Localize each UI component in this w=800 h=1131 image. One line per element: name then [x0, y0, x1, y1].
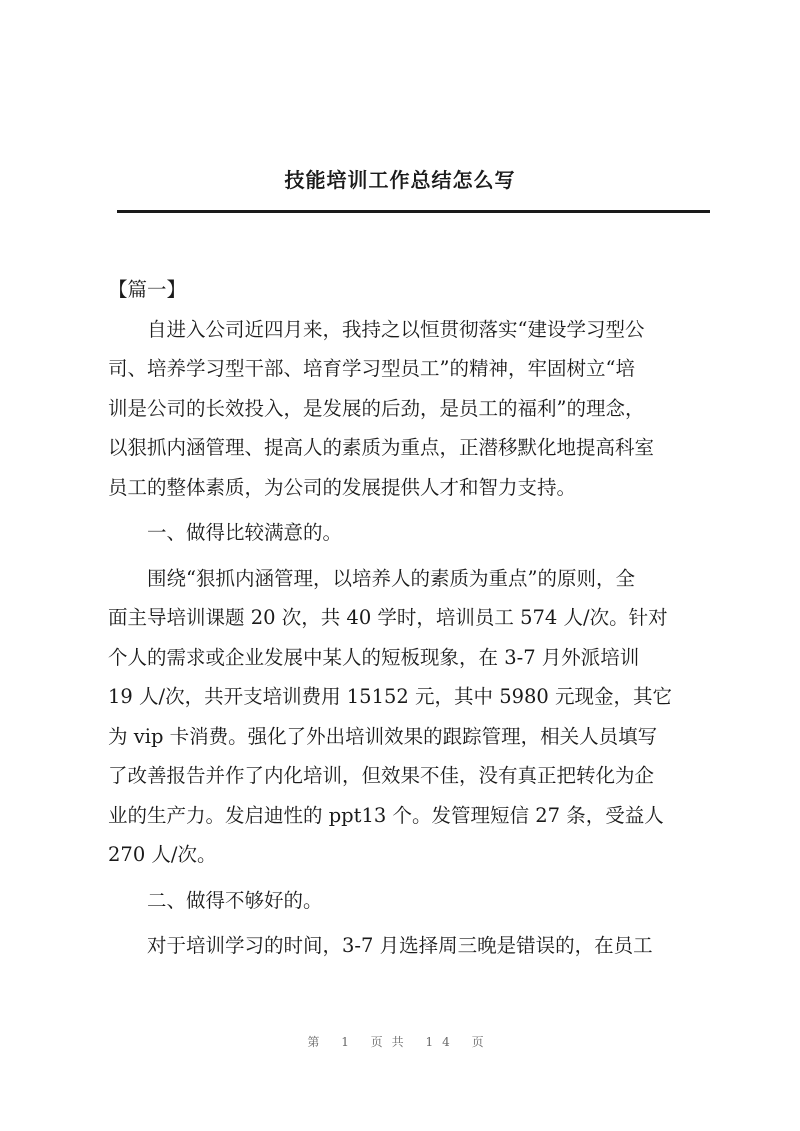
paragraph-line: 面主导培训课题 20 次，共 40 学时，培训员工 574 人/次。针对	[108, 606, 668, 629]
paragraph-line: 员工的整体素质，为公司的发展提供人才和智力支持。	[108, 475, 577, 499]
paragraph-line: 业的生产力。发启迪性的 ppt13 个。发管理短信 27 条，受益人	[108, 803, 664, 827]
document-title: 技能培训工作总结怎么写	[284, 168, 516, 192]
paragraph-line: 以狠抓内涵管理、提高人的素质为重点，正潜移默化地提高科室	[108, 436, 655, 459]
paragraph-line: 了改善报告并作了内化培训，但效果不佳，没有真正把转化为企	[108, 764, 655, 787]
paragraph-line: 训是公司的长效投入，是发展的后劲，是员工的福利”的理念，	[108, 396, 645, 420]
title-underline	[117, 210, 710, 213]
subheading: 一、做得比较满意的。	[108, 521, 343, 544]
subheading: 二、做得不够好的。	[108, 888, 323, 912]
document-body	[108, 270, 708, 966]
paragraph-line: 19 人/次，共开支培训费用 15152 元，其中 5980 元现金，其它	[108, 685, 673, 708]
paragraph-line: 自进入公司近四月来，我持之以恒贯彻落实“建设学习型公	[108, 317, 645, 341]
section-heading: 【篇一】	[108, 278, 187, 301]
paragraph-line: 270 人/次。	[108, 843, 217, 866]
paragraph-line: 为 vip 卡消费。强化了外出培训效果的跟踪管理，相关人员填写	[108, 724, 658, 748]
page-number-footer: 第 1 页共 14 页	[307, 1035, 493, 1049]
paragraph-line: 对于培训学习的时间，3-7 月选择周三晚是错误的，在员工	[108, 934, 653, 957]
paragraph-line: 个人的需求或企业发展中某人的短板现象，在 3-7 月外派培训	[108, 645, 640, 669]
paragraph-line: 司、培养学习型干部、培育学习型员工”的精神，牢固树立“培	[108, 357, 635, 380]
paragraph-line: 围绕“狠抓内涵管理，以培养人的素质为重点”的原则，全	[108, 566, 635, 590]
